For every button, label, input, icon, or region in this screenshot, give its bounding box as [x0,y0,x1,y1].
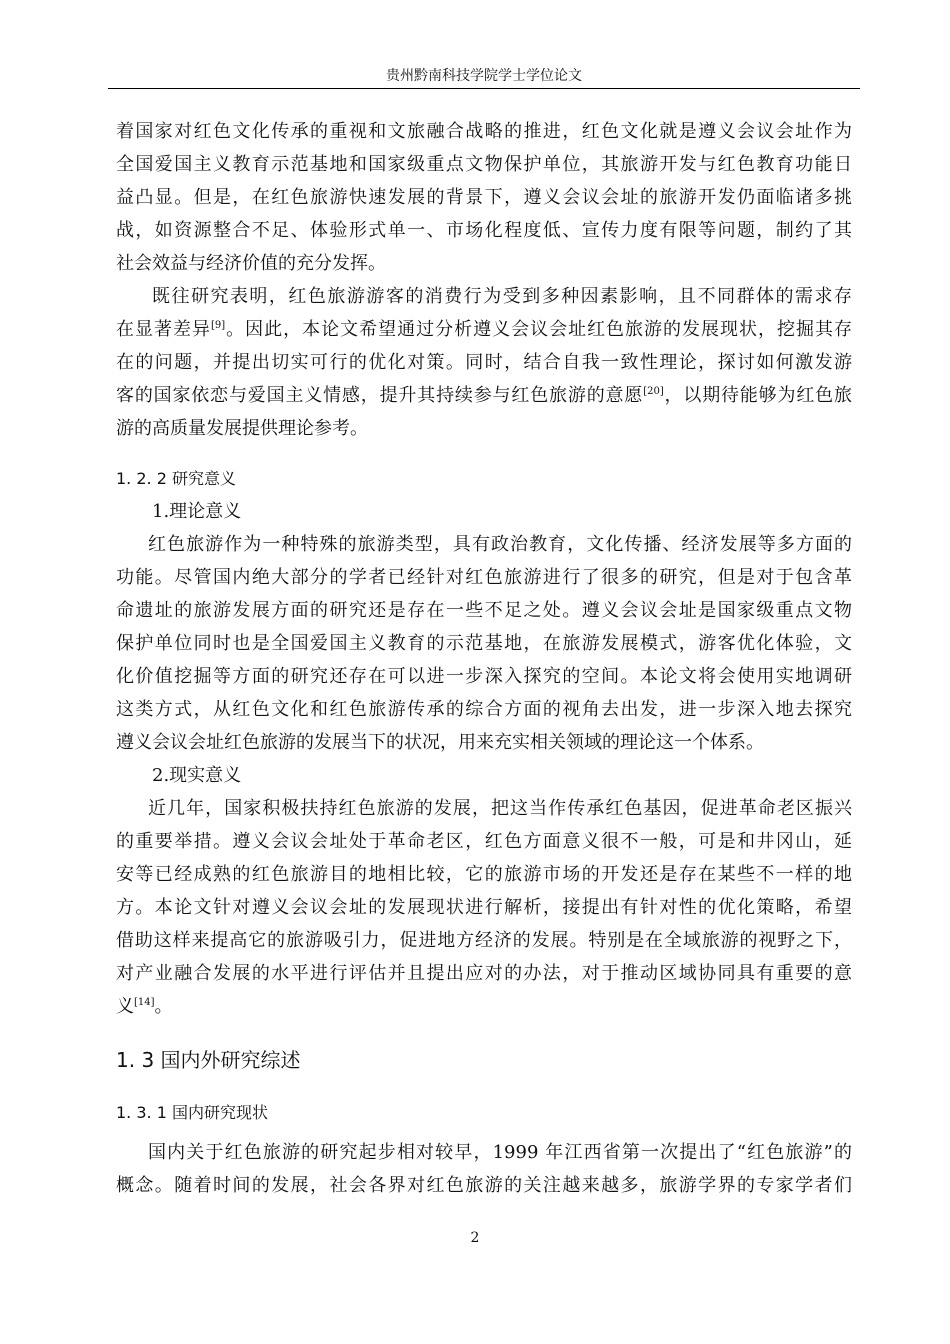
body-line: 安等已经成熟的红色旅游目的地相比较，它的旅游市场的开发还是存在某些不一样的地 [116,864,852,885]
citation-ref: [14] [134,997,155,1008]
subsection-label: 1.理论意义 [152,501,242,522]
section-title: 研究意义 [171,469,236,488]
body-line: 全国爱国主义教育示范基地和国家级重点文物保护单位，其旅游开发与红色教育功能日 [116,154,852,175]
body-line: 功能。尽管国内绝大部分的学者已经针对红色旅游进行了很多的研究，但是对于包含革 [116,567,852,588]
citation-ref: [9] [210,320,226,331]
body-line: 化价值挖掘等方面的研究还存在可以进一步深入探究的空间。本论文将会使用实地调研 [116,666,852,687]
page-number: 2 [470,1230,480,1246]
body-line: 益凸显。但是，在红色旅游快速发展的背景下，遵义会议会址的旅游开发仍面临诸多挑 [116,187,852,208]
body-line: 游的高质量发展提供理论参考。 [116,418,368,439]
body-text: 。因此，本论文希望通过分析遵义会议会址红色旅游的发展现状，挖掘其存 [225,319,853,340]
body-line [116,318,852,342]
page-header: 贵州黔南科技学院学士学位论文 [108,66,860,89]
section-title: 国内外研究综述 [160,1048,301,1072]
section-number: 1. 3. 1 [116,1103,167,1122]
body-line: 命遗址的旅游发展方面的研究还是存在一些不足之处。遵义会议会址是国家级重点文物 [116,600,852,621]
body-text: 。 [154,996,173,1017]
section-heading-1-2-2 [116,468,236,490]
body-text: 在显著差异 [116,319,211,340]
body-line: 方。本论文针对遵义会议会址的发展现状进行解析，接提出有针对性的优化策略，希望 [116,897,852,918]
section-title: 国内研究现状 [171,1103,268,1122]
body-line: 红色旅游作为一种特殊的旅游类型，具有政治教育，文化传播、经济发展等多方面的 [148,534,852,555]
body-line: 概念。随着时间的发展，社会各界对红色旅游的关注越来越多，旅游学界的专家学者们 [116,1175,852,1196]
body-line: 遵义会议会址红色旅游的发展当下的状况，用来充实相关领域的理论这一个体系。 [116,732,764,753]
body-text: 客的国家依恋与爱国主义情感，提升其持续参与红色旅游的意愿 [116,385,644,406]
body-line: 国内关于红色旅游的研究起步相对较早，1999 年江西省第一次提出了“红色旅游”的 [148,1142,852,1163]
citation-ref: [20] [643,386,664,397]
body-line [116,995,173,1019]
body-line: 这类方式，从红色文化和红色旅游传承的综合方面的视角去出发，进一步深入地去探究 [116,699,852,720]
body-text: ，以期待能够为红色旅 [663,385,852,406]
body-line: 着国家对红色文化传承的重视和文旅融合战略的推进，红色文化就是遵义会议会址作为 [116,121,852,142]
body-line: 借助这样来提高它的旅游吸引力，促进地方经济的发展。特别是在全域旅游的视野之下， [116,930,852,951]
subsection-label: 2.现实意义 [152,765,242,786]
section-heading-1-3-1 [116,1102,268,1124]
body-line: 战，如资源整合不足、体验形式单一、市场化程度低、宣传力度有限等问题，制约了其 [116,220,852,241]
section-number: 1. 3 [116,1048,155,1072]
body-line: 社会效益与经济价值的充分发挥。 [116,253,386,274]
body-line: 既往研究表明，红色旅游游客的消费行为受到多种因素影响，且不同群体的需求存 [152,286,852,307]
body-line: 的重要举措。遵义会议会址处于革命老区，红色方面意义很不一般，可是和井冈山，延 [116,831,852,852]
body-line: 保护单位同时也是全国爱国主义教育的示范基地，在旅游发展模式，游客优化体验，文 [116,633,852,654]
section-heading-1-3 [116,1047,301,1073]
body-line: 对产业融合发展的水平进行评估并且提出应对的办法，对于推动区域协同具有重要的意 [116,963,852,984]
body-line: 在的问题，并提出切实可行的优化对策。同时，结合自我一致性理论，探讨如何激发游 [116,352,852,373]
body-line [116,384,852,408]
section-number: 1. 2. 2 [116,469,167,488]
body-line: 近几年，国家积极扶持红色旅游的发展，把这当作传承红色基因，促进革命老区振兴 [148,798,852,819]
body-text: 义 [116,996,134,1017]
